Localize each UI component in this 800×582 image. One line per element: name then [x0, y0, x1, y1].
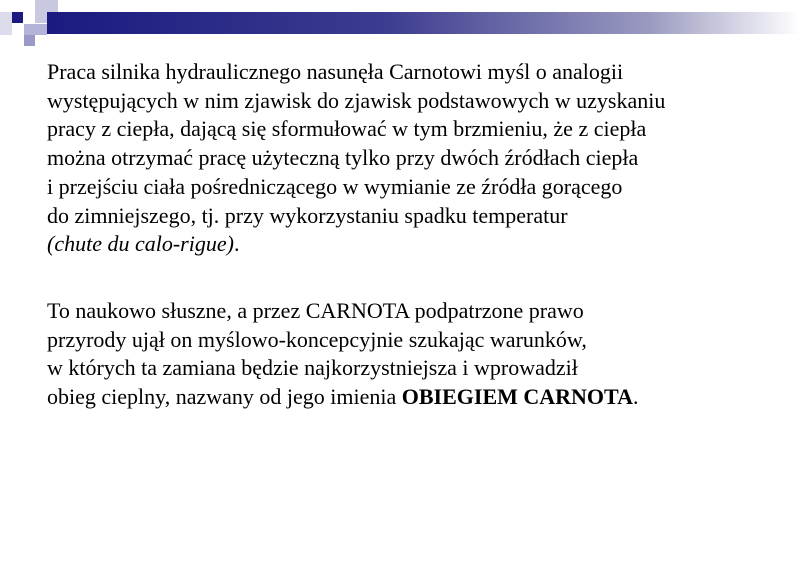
text-line: To naukowo słuszne, a przez CARNOTA podpatrzone prawo — [47, 298, 584, 323]
period: . — [233, 231, 240, 257]
decor-square-dark — [12, 12, 23, 23]
bold-term: OBIEGIEM CARNOTA — [401, 384, 633, 410]
text-line: w których ta zamiana będzie najkorzystniejsza i wprowadził — [47, 355, 578, 381]
text-line: i przejściu ciała pośredniczącego w wymianie ze źródła gorącego — [47, 173, 623, 199]
text-line — [47, 230, 665, 259]
paragraph-2 — [47, 297, 638, 412]
text-line — [47, 383, 638, 412]
paragraph-1 — [47, 58, 665, 259]
decor-square-bottom — [24, 35, 35, 46]
period: . — [632, 384, 639, 410]
decor-square-mid — [24, 24, 47, 35]
text-line: do zimniejszego, tj. przy wykorzystaniu spadku temperatur — [47, 202, 568, 228]
decor-square-light-left — [0, 12, 12, 35]
text-prefix: obieg cieplny, nazwany od jego imienia — [47, 384, 402, 410]
text-line: Praca silnika hydraulicznego nasunęła Carnotowi myśl o analogii — [47, 59, 624, 84]
decor-gradient-bar — [47, 12, 800, 34]
text-line: można otrzymać pracę użyteczną tylko przy dwóch źródłach ciepła — [47, 145, 639, 171]
text-line: pracy z ciepła, dającą się sformułować w tym brzmieniu, że z ciepła — [47, 116, 647, 142]
italic-term: (chute du calo-rigue) — [47, 231, 234, 257]
text-line: występujących w nim zjawisk do zjawisk podstawowych w uzyskaniu — [47, 87, 666, 113]
text-line: przyrody ujął on myślowo-koncepcyjnie szukając warunków, — [47, 326, 587, 352]
